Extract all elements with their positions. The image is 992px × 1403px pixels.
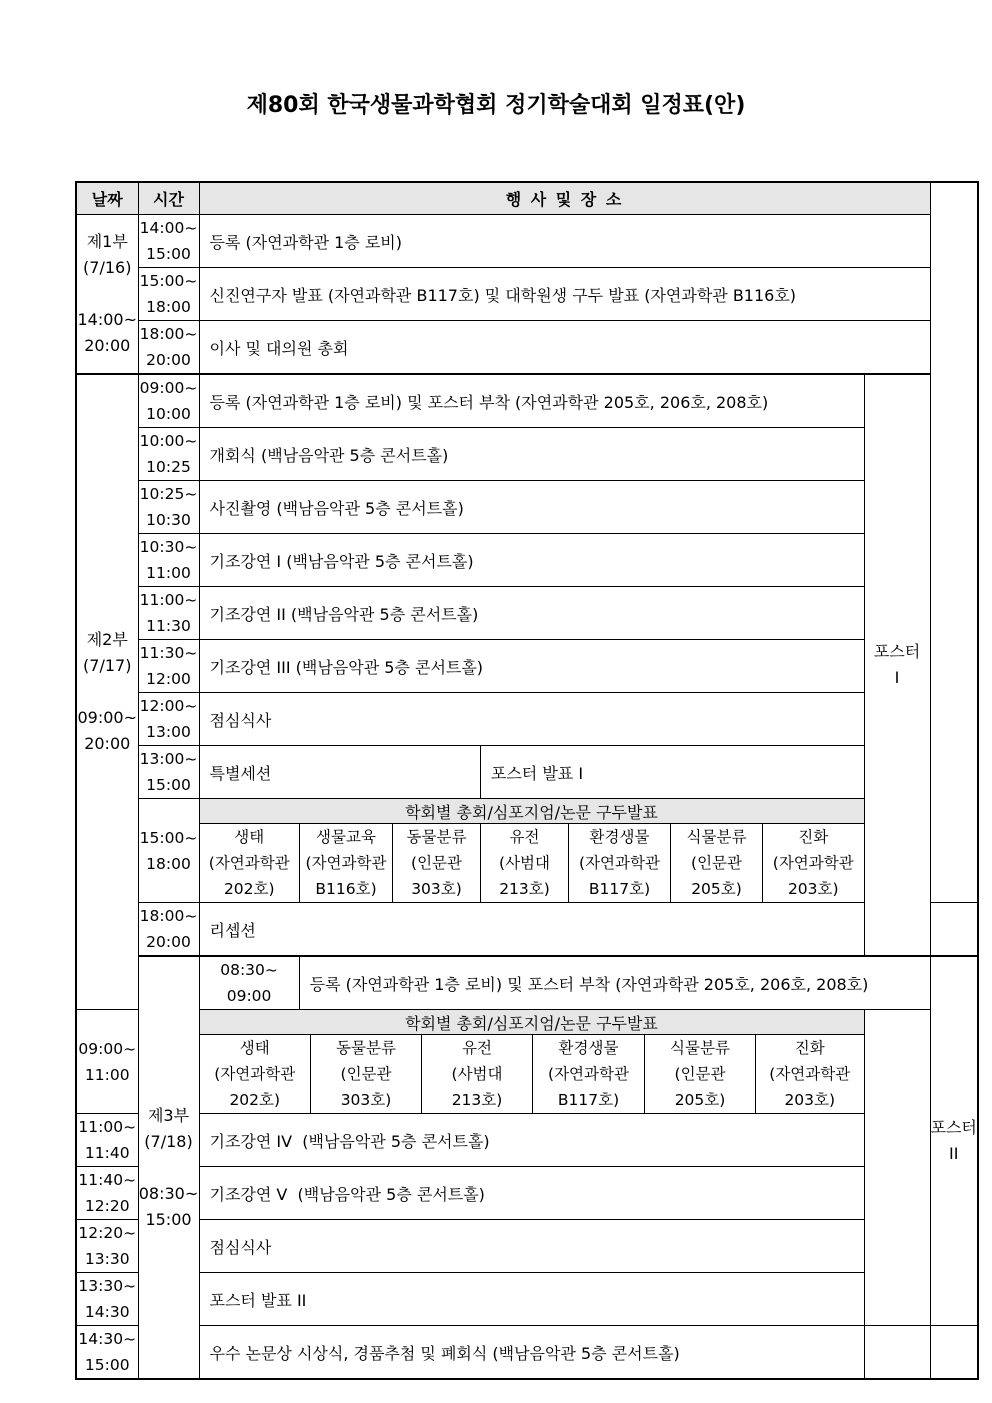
day1-range-start: 14:00~ — [77, 310, 137, 329]
event-cell: 신진연구자 발표 (자연과학관 B117호) 및 대학원생 구두 발표 (자연과학관 B116호) — [199, 268, 930, 321]
session-cell: 환경생물 (자연과학관 B117호) — [569, 824, 671, 902]
time-cell: 18:00~ 20:00 — [138, 903, 199, 957]
day3-row — [76, 1114, 978, 1167]
time-cell: 09:00~ 10:00 — [138, 374, 199, 428]
time-cell: 14:30~ 15:00 — [76, 1326, 138, 1380]
time-cell: 14:00~ 15:00 — [138, 215, 199, 268]
session-cell: 식물분류 (인문관 205호) — [671, 824, 763, 902]
sessions-heading: 학회별 총회/심포지엄/논문 구두발표 — [199, 1010, 864, 1035]
event-cell: 기조강연 I (백남음악관 5층 콘서트홀) — [199, 534, 864, 587]
poster-presentation-cell: 포스터 발표 I — [480, 746, 864, 799]
session-cell: 진화 (자연과학관 203호) — [763, 824, 864, 902]
session-cell: 유전 (사범대 213호) — [481, 824, 569, 902]
event-cell: 이사 및 대의원 총회 — [199, 321, 930, 375]
session-cell: 식물분류 (인문관 205호) — [645, 1035, 756, 1113]
day2-row — [76, 374, 978, 428]
day3-date: (7/18) — [144, 1131, 193, 1151]
event-cell: 개회식 (백남음악관 5층 콘서트홀) — [199, 428, 864, 481]
event-cell: 기조강연 IV (백남음악관 5층 콘서트홀) — [199, 1114, 864, 1167]
day2-row — [76, 640, 978, 693]
day1-row — [76, 268, 978, 321]
time-cell: 11:00~ 11:30 — [138, 587, 199, 640]
time-cell: 10:00~ 10:25 — [138, 428, 199, 481]
event-cell: 기조강연 II (백남음악관 5층 콘서트홀) — [199, 587, 864, 640]
day2-row — [76, 428, 978, 481]
empty-cell — [930, 903, 978, 957]
poster-cell: 포스터 II — [930, 956, 978, 1326]
day3-sessions-heading-row — [76, 1010, 978, 1035]
day1-range-end: 20:00 — [84, 336, 131, 355]
day2-date: (7/17) — [83, 656, 132, 675]
day3-sessions-grid — [200, 1035, 864, 1113]
time-cell: 18:00~ 20:00 — [138, 321, 199, 375]
day2-row — [76, 693, 978, 746]
event-cell: 기조강연 V (백남음악관 5층 콘서트홀) — [199, 1167, 864, 1220]
time-cell: 13:00~ 15:00 — [138, 746, 199, 799]
time-cell: 11:00~ 11:40 — [76, 1114, 138, 1167]
day1-row — [76, 215, 978, 268]
day3-row — [76, 1167, 978, 1220]
time-cell: 12:20~ 13:30 — [76, 1220, 138, 1273]
day2-special-row — [76, 746, 978, 799]
time-cell: 15:00~ 18:00 — [138, 799, 199, 903]
day3-range-start: 08:30~ — [138, 1183, 199, 1203]
schedule-table — [75, 181, 979, 1380]
time-cell: 13:30~ 14:30 — [76, 1273, 138, 1326]
session-cell: 동물분류 (인문관 303호) — [311, 1035, 422, 1113]
session-cell: 동물분류 (인문관 303호) — [393, 824, 481, 902]
event-cell: 우수 논문상 시상식, 경품추첨 및 폐회식 (백남음악관 5층 콘서트홀) — [199, 1326, 864, 1380]
event-cell: 점심식사 — [199, 693, 864, 746]
sessions-heading: 학회별 총회/심포지엄/논문 구두발표 — [199, 799, 864, 824]
day3-cell — [138, 956, 199, 1379]
time-cell: 10:30~ 11:00 — [138, 534, 199, 587]
time-cell: 11:30~ 12:00 — [138, 640, 199, 693]
day2-sessions-grid — [200, 824, 864, 902]
day2-reception-row — [76, 903, 978, 957]
day2-range-start: 09:00~ — [77, 708, 137, 727]
time-cell: 09:00~ 11:00 — [76, 1010, 138, 1114]
event-cell: 사진촬영 (백남음악관 5층 콘서트홀) — [199, 481, 864, 534]
day2-sessions-heading-row — [76, 799, 978, 824]
day2-row — [76, 481, 978, 534]
day2-row — [76, 534, 978, 587]
page-title: 제80회 한국생물과학협회 정기학술대회 일정표(안) — [246, 93, 746, 118]
time-cell: 15:00~ 18:00 — [138, 268, 199, 321]
day1-row — [76, 321, 978, 375]
event-cell: 점심식사 — [199, 1220, 864, 1273]
day1-date: (7/16) — [83, 258, 132, 277]
header-event: 행 사 및 장 소 — [199, 182, 930, 215]
event-cell: 등록 (자연과학관 1층 로비) 및 포스터 부착 (자연과학관 205호, 206호, 208호) — [199, 374, 864, 428]
session-cell: 생태 (자연과학관 202호) — [200, 1035, 311, 1113]
day3-closing-row — [76, 1326, 978, 1380]
time-cell: 11:40~ 12:20 — [76, 1167, 138, 1220]
day3-row — [76, 956, 978, 1010]
header-row — [76, 182, 978, 215]
day1-label: 제1부 — [86, 232, 128, 251]
day2-row — [76, 587, 978, 640]
event-cell: 등록 (자연과학관 1층 로비) — [199, 215, 930, 268]
day3-label: 제3부 — [147, 1105, 190, 1125]
session-cell: 환경생물 (자연과학관 B117호) — [533, 1035, 645, 1113]
time-cell: 12:00~ 13:00 — [138, 693, 199, 746]
special-session-cell: 특별세션 — [199, 746, 480, 799]
session-cell: 생물교육 (자연과학관 B116호) — [300, 824, 393, 902]
day3-range-end: 15:00 — [145, 1209, 192, 1229]
poster-cell: 포스터 I — [864, 374, 930, 956]
time-cell: 10:25~ 10:30 — [138, 481, 199, 534]
event-cell: 포스터 발표 II — [199, 1273, 864, 1326]
event-cell: 리셉션 — [199, 903, 864, 957]
session-cell: 유전 (사범대 213호) — [422, 1035, 533, 1113]
session-cell: 진화 (자연과학관 203호) — [756, 1035, 864, 1113]
time-cell: 08:30~ 09:00 — [199, 956, 299, 1010]
event-cell: 기조강연 III (백남음악관 5층 콘서트홀) — [199, 640, 864, 693]
day2-sessions-row — [76, 824, 978, 903]
header-date: 날짜 — [76, 182, 138, 215]
header-time: 시간 — [138, 182, 199, 215]
day3-row — [76, 1273, 978, 1326]
day3-sessions-row — [76, 1035, 978, 1114]
day3-row — [76, 1220, 978, 1273]
empty-cell — [864, 1326, 930, 1380]
event-cell: 등록 (자연과학관 1층 로비) 및 포스터 부착 (자연과학관 205호, 206호, 208호) — [299, 956, 930, 1010]
day2-cell — [76, 374, 138, 1010]
session-cell: 생태 (자연과학관 202호) — [200, 824, 300, 902]
day2-range-end: 20:00 — [84, 734, 131, 753]
day1-cell — [76, 215, 138, 375]
day2-label: 제2부 — [86, 630, 128, 649]
